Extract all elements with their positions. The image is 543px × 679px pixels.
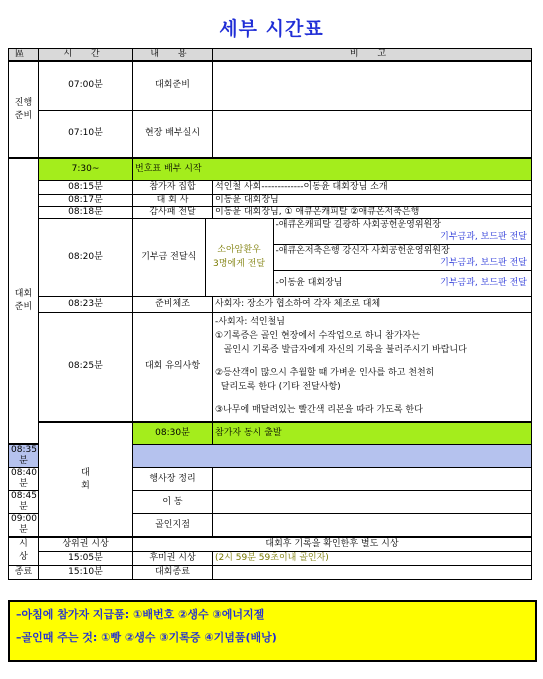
time-cell: 08:40분 (9, 468, 39, 491)
table-row (9, 206, 532, 218)
content-cell: 대회 유의사항 (133, 312, 213, 422)
time-cell: 15:10분 (39, 565, 133, 579)
header-section: 區 (9, 49, 39, 62)
time-cell: 08:30분 (133, 422, 213, 444)
note-line: ①기록증은 골인 현장에서 수작업으로 하니 참가자는 (215, 330, 420, 341)
table-row (9, 110, 532, 158)
note-cell (213, 514, 532, 538)
time-cell: 08:45분 (9, 491, 39, 514)
table-row (9, 565, 532, 579)
note-cell (213, 565, 532, 579)
note-cell (213, 61, 532, 110)
note-cell (213, 491, 532, 514)
note-line: 달리도록 한다 (기타 전달사항) (215, 381, 341, 392)
content-cell: 행사장 정리 (133, 468, 213, 491)
table-row (9, 218, 532, 296)
donor-item: -애큐온저축은행 강신자 사회공헌운영위원장 기부금과, 보드판 전달 (274, 245, 532, 271)
table-row (9, 312, 532, 422)
note-cell (213, 468, 532, 491)
header-content: 내 용 (133, 49, 213, 62)
time-cell: 7:30~ (39, 158, 133, 180)
donor-list (273, 219, 531, 296)
note-cell: 사회자: 장소가 협소하여 각자 체조로 대체 (213, 296, 532, 312)
table-row (9, 537, 532, 551)
section-ceremony: 대회 준비 (9, 158, 39, 444)
table-row (9, 158, 532, 180)
time-cell: 15:05분 (39, 551, 133, 565)
time-cell: 08:15분 (39, 180, 133, 194)
time-cell: 08:18분 (39, 206, 133, 218)
supplies-note-box (8, 600, 537, 662)
note-cell: 이동윤 대회장님 (213, 194, 532, 206)
note-cell: (2시 59분 59초이내 골인자) (213, 551, 532, 565)
notes-list (213, 312, 532, 422)
note-line: 골인시 기록증 발급자에게 자신의 기록을 불러주시기 바랍니다 (215, 344, 467, 355)
note-cell: 대회후 기록을 확인한후 별도 시상 (133, 537, 532, 551)
content-cell: 참가자 집합 (133, 180, 213, 194)
recipient-note: 소아암환우 3명에게 전달 (205, 219, 273, 296)
donation-subtable (133, 219, 531, 296)
content-cell: 후미권 시상 (133, 551, 213, 565)
page-title: 세부 시간표 (219, 18, 324, 40)
note-cell (213, 110, 532, 158)
supplies-line-morning: –아침에 참가자 지급품: ①배번호 ②생수 ③에너지젤 (16, 608, 265, 621)
note-line: -사회자: 석인철님 (215, 316, 285, 327)
content-cell: 번호표 배부 시작 (133, 158, 532, 180)
time-cell: 08:25분 (39, 312, 133, 422)
content-cell: 참가자 동시 출발 (213, 422, 532, 444)
content-cell: 기부금 전달식 (133, 219, 205, 296)
header-note: 비 고 (213, 49, 532, 62)
time-cell: 08:17분 (39, 194, 133, 206)
section-end: 종료 (9, 565, 39, 579)
content-cell: 대 회 사 (133, 194, 213, 206)
table-row (9, 180, 532, 194)
section-award: 시 상 (9, 537, 39, 565)
note-line: ②등산객이 많으시 추월할 때 가벼운 인사를 하고 천천히 (215, 367, 435, 378)
table-row (9, 61, 532, 110)
donor-item: -애큐온캐피탈 길광하 사회공헌운영위원장 기부금과, 보드판 전달 (274, 219, 532, 245)
donor-item: -이동윤 대회장님 기부금과, 보드판 전달 (275, 277, 527, 288)
content-cell: 대회종료 (133, 565, 213, 579)
header-row (9, 49, 532, 62)
table-row (9, 194, 532, 206)
section-race: 대 회 (39, 422, 133, 537)
content-cell: 대회준비 (133, 61, 213, 110)
time-cell: 08:35분 (9, 444, 39, 468)
content-cell: 현장 배부실시 (133, 110, 213, 158)
schedule-table (8, 48, 532, 580)
time-cell: 07:00분 (39, 61, 133, 110)
note-cell: 석인철 사회-------------이동윤 대회장님 소개 (213, 180, 532, 194)
table-row (9, 551, 532, 565)
table-row (9, 296, 532, 312)
content-cell (133, 444, 532, 468)
note-cell: 이동윤 대회장님, ① 애큐온캐피탈 ②애큐온저축은행 (213, 206, 532, 218)
header-time: 시 간 (39, 49, 133, 62)
time-cell: 08:20분 (39, 218, 133, 296)
content-cell: 준비체조 (133, 296, 213, 312)
note-line: ③나무에 매달려있는 빨간색 리본을 따라 가도록 한다 (215, 404, 423, 415)
content-cell: 골인지점 (133, 514, 213, 538)
section-prep: 진행 준비 (9, 61, 39, 158)
content-cell: 감사패 전달 (133, 206, 213, 218)
donation-cell (133, 218, 532, 296)
time-cell: 08:23분 (39, 296, 133, 312)
time-cell: 07:10분 (39, 110, 133, 158)
table-row (9, 422, 532, 444)
time-cell: 09:00분 (9, 514, 39, 538)
supplies-line-finish: –골인때 주는 것: ①빵 ②생수 ③기록증 ④기념품(배낭) (16, 631, 277, 644)
content-cell: 이 동 (133, 491, 213, 514)
time-cell: 상위권 시상 (39, 537, 133, 551)
